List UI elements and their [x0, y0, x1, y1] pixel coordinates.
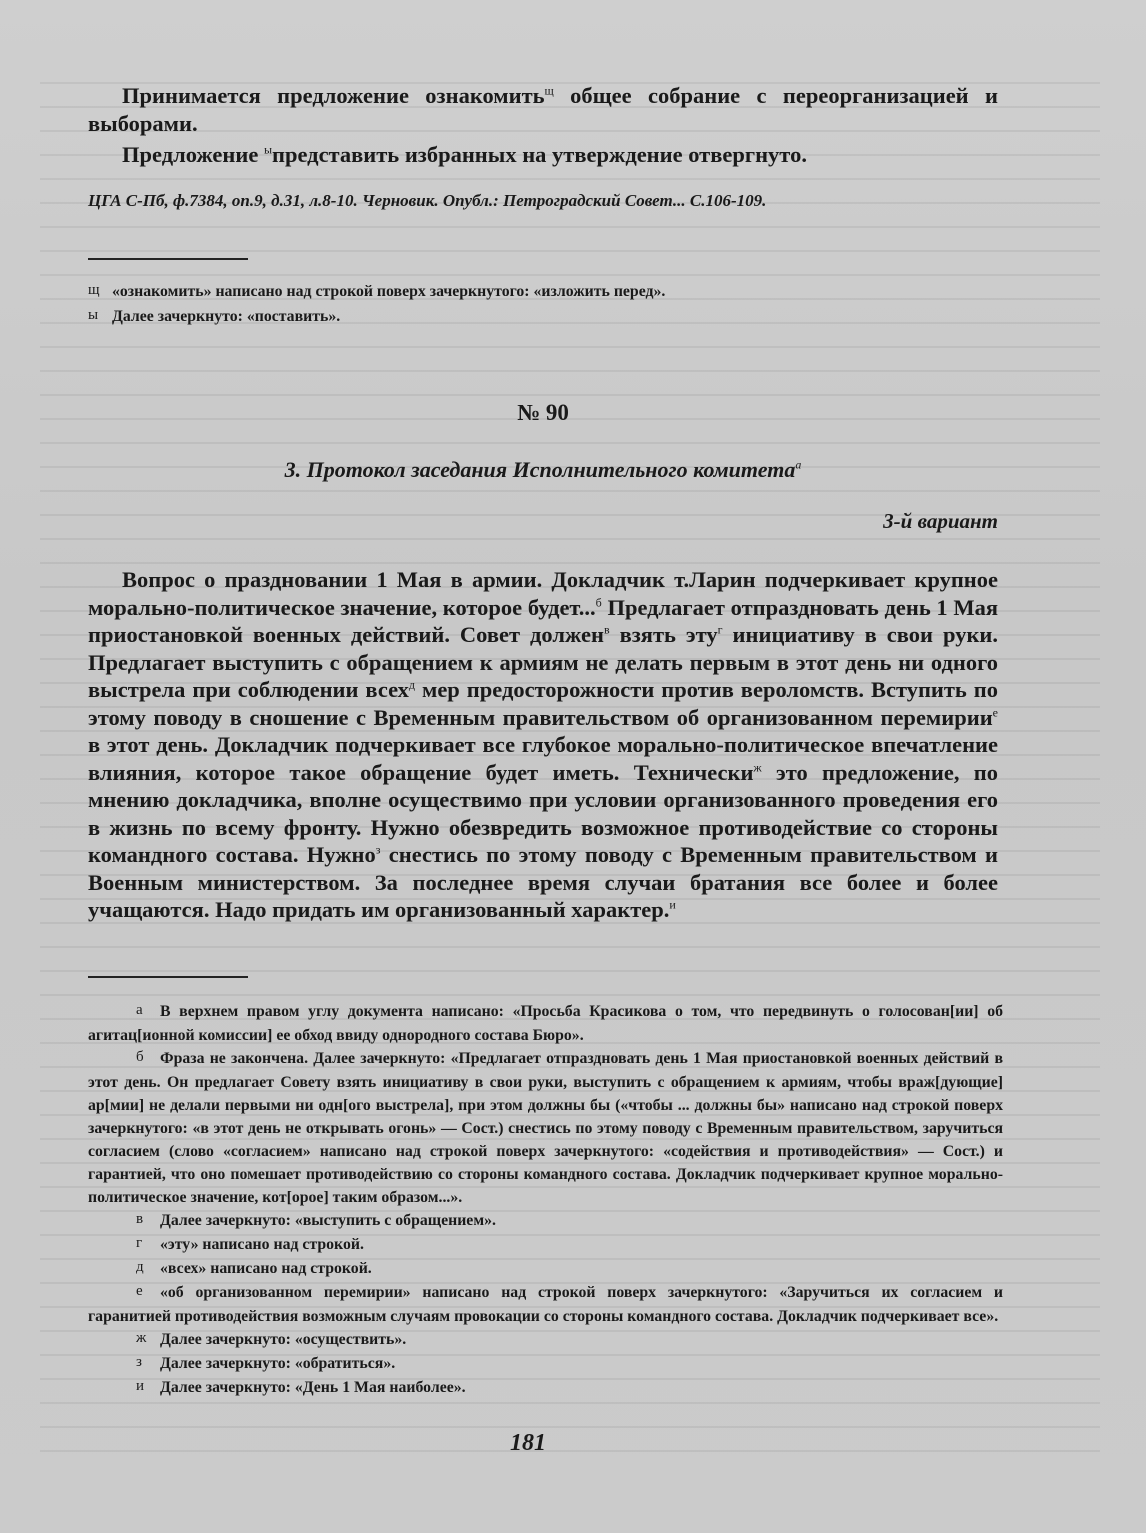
top-footnote-y: ы Далее зачеркнуто: «поставить».	[88, 307, 341, 325]
footnote-divider-main	[88, 976, 248, 978]
footnote-d: д «всех» написано над строкой.	[136, 1259, 372, 1277]
footnotes-block	[88, 1000, 1003, 1400]
document-number: № 90	[517, 400, 569, 425]
footnote-b: б Фраза не закончена. Далее зачеркнуто: «Предлагает отпраздновать день 1 Мая приостановкой военных действий в этот день. Он предлагает Совету взять инициативу в свои руки, выступить с обращением к армиям, чтобы враж[дующие] ар[мии] не делали первыми ни одн[ого выстрела], при этом должны бы («чтобы ... должны бы» написано над строкой поверх зачеркнутого: «в этот день не открывать огонь» — Сост.) снестись по этому поводу с Временным правительством, заручиться согласием (слово «согласием» написано над строкой поверх зачеркнутого: «содействия и противодействия» — Сост.) и гарантией, что оно помешает противодействию со стороны командного состава. Докладчик подчеркивает крупное морально-политическое значение, кот[орое] таким образом...».	[88, 1049, 1003, 1206]
paragraph-rejected-proposal: Предложение $^ы$представить избранных на утверждение отвергнуто.	[122, 142, 807, 167]
main-protocol-text: Вопрос о праздновании 1 Мая в армии. Докладчик т.Ларин подчеркивает крупное морально-политическое значение, которое будет...$^б$ Предлагает отпраздновать день 1 Мая приостановкой военных действий. Совет должен$^в$ взять эту$^г$ инициативу в свои руки. Предлагает выступить с обращением к армиям не делать первым в этот день ни одного выстрела при соблюдении всех$^д$ мер предосторожности против вероломств. Вступить по этому поводу в сношение с Временным правительством об организованном перемирии$^е$ в этот день. Докладчик подчеркивает все глубокое морально-политическое впечатление влияния, которое такое обращение будет иметь. Технически$^ж$ это предложение, по мнению докладчика, вполне осуществимо при условии организованного проведения его в жизнь по всему фронту. Нужно обезвредить возможное противодействие со стороны командного состава. Нужно$^з$ снестись по этому поводу с Временным правительством и Военным министерством. За последнее время случаи братания все более и более учащаются. Надо придать им организованный характер.$^и$	[88, 567, 999, 922]
footnote-g: г «эту» написано над строкой.	[136, 1235, 364, 1253]
footnote-a: а В верхнем правом углу документа написано: «Просьба Красикова о том, что передвинуть о голосован[ии] об агитац[ионной комиссии] ее обход ввиду однородного состава Бюро».	[88, 1002, 1003, 1044]
document-title: 3. Протокол заседания Исполнительного комитета$^а$	[284, 457, 802, 482]
top-footnote-shch: щ «ознакомить» написано над строкой поверх зачеркнутого: «изложить перед».	[88, 282, 666, 300]
footnote-zh: ж Далее зачеркнуто: «осуществить».	[136, 1330, 407, 1348]
paragraph-accept-proposal: Принимается предложение ознакомить$^щ$ общее собрание с переорганизацией и выборами.	[88, 83, 998, 136]
footnote-z: з Далее зачеркнуто: «обратиться».	[136, 1354, 396, 1372]
footnote-e: е «об организованном перемирии» написано над строкой поверх зачеркнутого: «Заручиться их согласием и гаранитией противодействия возможным случаям провокации со стороны командного состава. Докладчик подчеркивает все».	[88, 1283, 1003, 1325]
page-number: 181	[510, 1430, 546, 1456]
footnote-v: в Далее зачеркнуто: «выступить с обращением».	[136, 1211, 496, 1229]
footnote-divider-top	[88, 258, 248, 260]
footnote-i: и Далее зачеркнуто: «День 1 Мая наиболее».	[136, 1378, 466, 1396]
variant-label: 3-й вариант	[883, 509, 998, 533]
archive-source-line: ЦГА С-Пб, ф.7384, оп.9, д.31, л.8-10. Черновик. Опубл.: Петроградский Совет... С.106-109.	[88, 191, 767, 210]
